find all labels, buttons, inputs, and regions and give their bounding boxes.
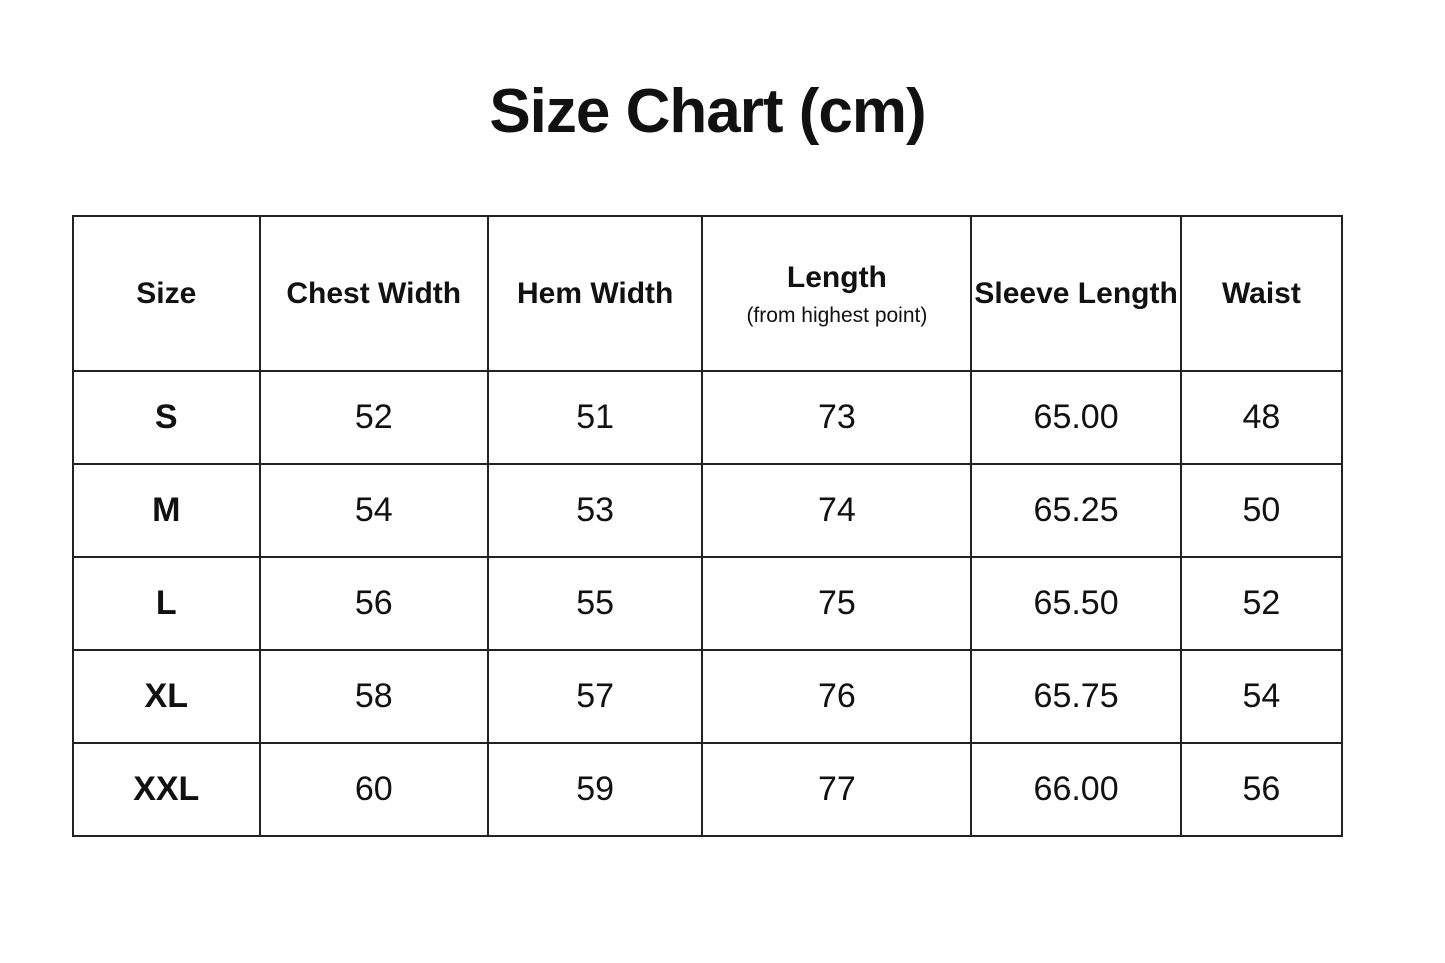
size-label-xxl: XXL (73, 743, 260, 836)
column-header-waist-label: Waist (1221, 276, 1301, 310)
length-xl: 76 (702, 650, 971, 743)
length-s: 73 (702, 371, 971, 464)
table-row-xl (73, 650, 1342, 743)
column-header-sleeve-length (971, 216, 1180, 371)
hem-width-s: 51 (488, 371, 702, 464)
sleeve-length-xl: 65.75 (971, 650, 1180, 743)
table-row-m (73, 464, 1342, 557)
column-header-hem-width-label: Hem Width (516, 276, 674, 310)
column-header-length-sublabel: (from highest point) (746, 304, 928, 328)
waist-xl: 54 (1181, 650, 1342, 743)
length-l: 75 (702, 557, 971, 650)
column-header-size-label: Size (136, 276, 197, 310)
sleeve-length-l: 65.50 (971, 557, 1180, 650)
waist-xxl: 56 (1181, 743, 1342, 836)
hem-width-m: 53 (488, 464, 702, 557)
sleeve-length-xxl: 66.00 (971, 743, 1180, 836)
hem-width-l: 55 (488, 557, 702, 650)
column-header-waist (1181, 216, 1342, 371)
chest-width-s: 52 (260, 371, 488, 464)
length-m: 74 (702, 464, 971, 557)
hem-width-xl: 57 (488, 650, 702, 743)
waist-l: 52 (1181, 557, 1342, 650)
size-chart-table (72, 215, 1343, 837)
chest-width-l: 56 (260, 557, 488, 650)
waist-m: 50 (1181, 464, 1342, 557)
column-header-chest-width-label: Chest Width (286, 276, 462, 310)
waist-s: 48 (1181, 371, 1342, 464)
table-row-xxl (73, 743, 1342, 836)
page-title: Size Chart (cm) (489, 77, 926, 146)
chest-width-m: 54 (260, 464, 488, 557)
table-row-l (73, 557, 1342, 650)
column-header-sleeve-length-label: Sleeve Length (974, 276, 1178, 310)
hem-width-xxl: 59 (488, 743, 702, 836)
column-header-length (702, 216, 971, 371)
size-label-l: L (73, 557, 260, 650)
column-header-size (73, 216, 260, 371)
header-row (73, 216, 1342, 371)
length-xxl: 77 (702, 743, 971, 836)
column-header-length-label: Length (786, 260, 887, 294)
size-label-m: M (73, 464, 260, 557)
column-header-chest-width (260, 216, 488, 371)
sleeve-length-m: 65.25 (971, 464, 1180, 557)
size-label-s: S (73, 371, 260, 464)
table-row-s (73, 371, 1342, 464)
column-header-hem-width (488, 216, 702, 371)
chest-width-xxl: 60 (260, 743, 488, 836)
size-label-xl: XL (73, 650, 260, 743)
sleeve-length-s: 65.00 (971, 371, 1180, 464)
chest-width-xl: 58 (260, 650, 488, 743)
